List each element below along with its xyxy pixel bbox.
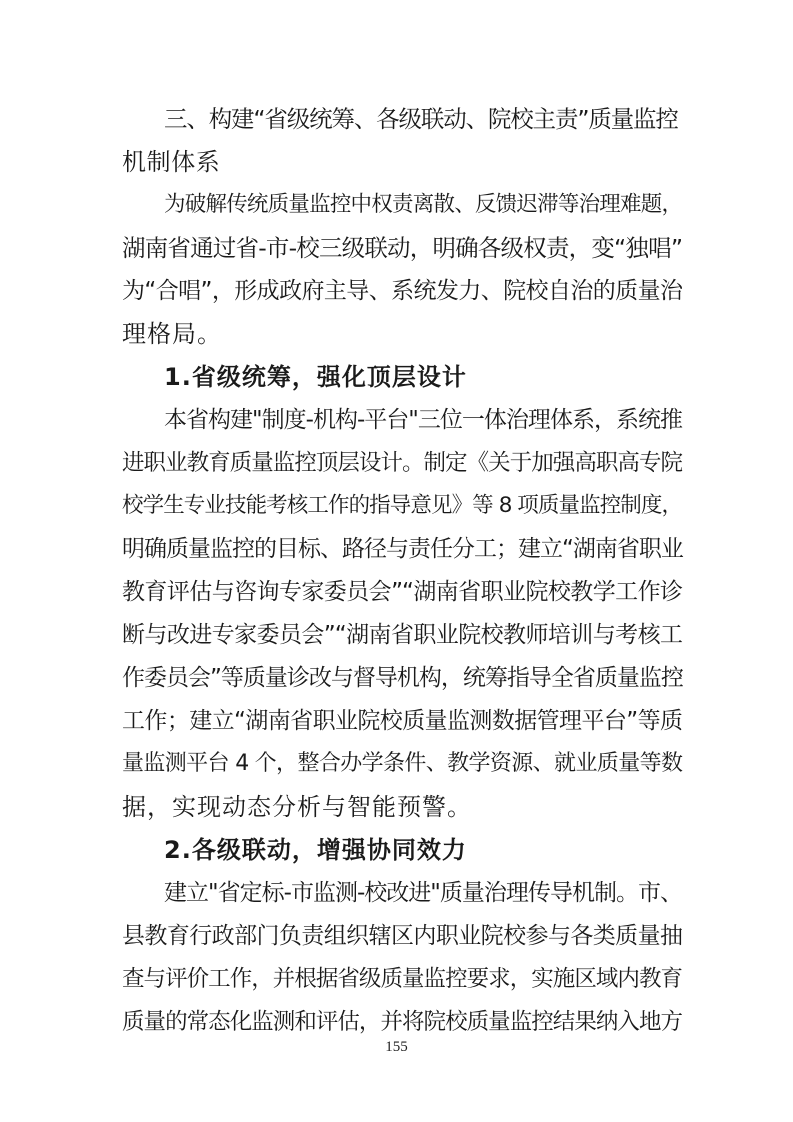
subsection-1-line-7: 作委员会”等质量诊改与督导机构，统筹指导全省质量监控 (122, 665, 683, 691)
section-title-line-1: 三、构建“省级统筹、各级联动、院校主责”质量监控 (164, 105, 678, 133)
subsection-1-line-1: 本省构建"制度-机构-平台"三位一体治理体系，系统推 (164, 407, 682, 433)
subsection-2-line-3: 查与评价工作，并根据省级质量监控要求，实施区域内教育 (122, 966, 682, 992)
subsection-1-line-5: 教育评估与咨询专家委员会”“湖南省职业院校教学工作诊 (122, 579, 682, 605)
subsection-2-line-4: 质量的常态化监测和评估，并将院校质量监控结果纳入地方 (122, 1009, 682, 1035)
subsection-1-line-6: 断与改进专家委员会”“湖南省职业院校教师培训与考核工 (122, 622, 682, 648)
subsection-2-line-2: 县教育行政部门负责组织辖区内职业院校参与各类质量抽 (122, 923, 682, 949)
subsection-1-line-2: 进职业教育质量监控顶层设计。制定《关于加强高职高专院 (122, 450, 682, 476)
subsection-1-line-8: 工作；建立“湖南省职业院校质量监测数据管理平台”等质 (122, 708, 682, 734)
page-number: 155 (385, 1039, 408, 1055)
intro-paragraph-line-2: 湖南省通过省-市-校三级联动，明确各级权责，变“独唱” (122, 234, 682, 262)
intro-paragraph-line-1: 为破解传统质量监控中权责离散、反馈迟滞等治理难题， (164, 192, 682, 217)
section-title-line-2: 机制体系 (122, 148, 221, 176)
subsection-2-line-1: 建立"省定标-市监测-校改进"质量治理传导机制。市、 (164, 880, 682, 906)
subsection-1-line-4: 明确质量监控的目标、路径与责任分工；建立“湖南省职业 (122, 536, 683, 562)
subsection-2-heading: 2.各级联动，增强协同效力 (164, 836, 467, 864)
subsection-1-line-10: 据，实现动态分析与智能预警。 (122, 793, 472, 821)
intro-paragraph-line-4: 理格局。 (122, 320, 222, 348)
subsection-1-heading: 1.省级统筹，强化顶层设计 (164, 363, 467, 391)
intro-paragraph-line-3: 为“合唱”，形成政府主导、系统发力、院校自治的质量治 (122, 278, 682, 304)
subsection-1-line-3: 校学生专业技能考核工作的指导意见》等 8 项质量监控制度， (122, 493, 682, 518)
subsection-1-line-9: 量监测平台 4 个，整合办学条件、教学资源、就业质量等数 (122, 751, 682, 776)
